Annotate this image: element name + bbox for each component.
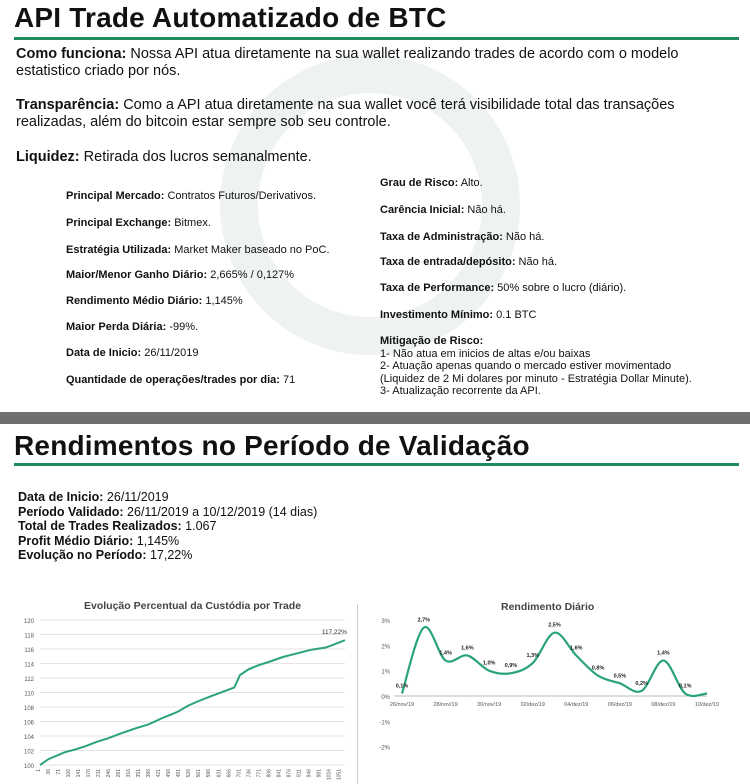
mitigacao-line: 2- Atuação apenas quando o mercado estiver movimentado	[380, 360, 672, 372]
data-label: 2,7%	[417, 617, 431, 624]
data-label: 0,9%	[504, 663, 518, 670]
x-tick-label: 141	[76, 769, 83, 778]
x-tick-label: 281	[116, 769, 123, 778]
x-tick-label: 841	[276, 769, 283, 778]
y-tick-label: 112	[24, 677, 34, 683]
x-tick-label: 596	[206, 769, 213, 778]
x-tick-label: 316	[126, 769, 133, 778]
y-tick-label: 120	[23, 619, 34, 625]
x-tick-label: 876	[286, 769, 293, 778]
validation-stats	[18, 490, 317, 563]
liquidez-label: Liquidez:	[16, 149, 80, 165]
data-label: 0,5%	[613, 673, 627, 680]
y-tick-label: 108	[23, 706, 34, 712]
data-label: 0,1%	[395, 683, 409, 690]
detail-data-inicio: Data de Inicio: 26/11/2019	[66, 347, 199, 359]
x-tick-label: 631	[216, 769, 223, 778]
x-tick-label: 806	[266, 769, 273, 778]
x-tick-label: 701	[236, 769, 243, 778]
x-tick-label: 106	[66, 769, 73, 778]
mitigacao-risco-block	[380, 335, 692, 398]
slide-rendimentos	[0, 424, 750, 783]
data-label: 1,0%	[482, 660, 496, 667]
title-underline	[14, 463, 739, 466]
detail-taxa-performance: Taxa de Performance: 50% sobre o lucro (diário).	[380, 282, 627, 294]
y-tick-label: 1%	[381, 669, 390, 676]
x-tick-label: 386	[146, 769, 153, 778]
data-label: 0,2%	[635, 680, 648, 687]
custodia-series-line	[40, 640, 345, 765]
x-tick-label: 771	[256, 769, 263, 778]
x-tick-label: 1	[36, 769, 42, 772]
final-value-label: 117,22%	[321, 629, 347, 637]
como-funciona-text: Nossa API atua diretamente na sua wallet realizando trades de acordo com o modelo estatistico criado por nós.	[16, 46, 679, 79]
y-tick-label: 0%	[381, 695, 390, 701]
chart-divider	[357, 604, 358, 784]
y-tick-label: -1%	[379, 720, 390, 727]
x-tick-label: 176	[86, 769, 93, 778]
x-tick-label: 456	[166, 769, 173, 778]
detail-carencia: Carência Inicial: Não há.	[380, 204, 506, 216]
title-underline	[14, 37, 739, 40]
slide2-title: Rendimentos no Período de Validação	[14, 430, 530, 461]
x-tick-label: 36	[46, 769, 53, 775]
transparencia-paragraph	[16, 97, 716, 131]
detail-principal-exchange: Principal Exchange: Bitmex.	[66, 217, 211, 229]
mitigacao-label: Mitigação de Risco:	[380, 335, 484, 347]
detail-maior-perda: Maior Perda Diária: -99%.	[66, 321, 199, 333]
y-tick-label: 114	[24, 662, 34, 669]
transparencia-label: Transparência:	[16, 97, 120, 113]
y-tick-label: 104	[23, 735, 34, 741]
x-tick-label: 26/nov/19	[389, 702, 415, 708]
data-label: 1,4%	[657, 650, 670, 657]
liquidez-text: Retirada dos lucros semanalmente.	[79, 149, 312, 165]
data-label: 0,1%	[678, 683, 692, 690]
x-tick-label: 946	[306, 769, 313, 778]
x-tick-label: 10/dez/19	[694, 702, 720, 708]
stat-periodo-validado: Período Validado: 26/11/2019 a 10/12/2019 (14 dias)	[18, 504, 318, 519]
detail-taxa-administracao: Taxa de Administração: Não há.	[380, 231, 545, 243]
y-tick-label: 106	[23, 720, 34, 727]
detail-quantidade-operacoes: Quantidade de operações/trades por dia: 71	[66, 374, 296, 386]
x-tick-label: 421	[156, 769, 163, 778]
y-tick-label: 118	[24, 633, 34, 640]
x-tick-label: 561	[196, 769, 203, 778]
x-tick-label: 06/dez/19	[607, 702, 632, 708]
x-tick-label: 1051	[336, 769, 343, 781]
x-tick-label: 211	[96, 769, 103, 777]
x-tick-label: 491	[176, 769, 183, 778]
stat-evolucao: Evolução no Período: 17,22%	[18, 548, 193, 562]
chart2-title: Rendimento Diário	[501, 601, 595, 613]
slide-separator	[0, 412, 750, 424]
x-tick-label: 71	[56, 769, 63, 775]
stat-profit-medio: Profit Médio Diário: 1,145%	[18, 533, 180, 548]
como-funciona-paragraph	[16, 46, 716, 80]
detail-rendimento-medio: Rendimento Médio Diário: 1,145%	[66, 295, 243, 307]
rendimento-series-line	[402, 627, 707, 696]
y-tick-label: 2%	[381, 644, 390, 651]
mitigacao-line: 3- Atualização recorrente da API.	[380, 385, 541, 397]
mitigacao-line: 1- Não atua em inicios de altas e/ou baixas	[380, 347, 591, 360]
x-tick-label: 246	[106, 769, 113, 778]
como-funciona-label: Como funciona:	[16, 46, 127, 62]
detail-taxa-entrada: Taxa de entrada/depósito: Não há.	[380, 256, 558, 268]
stat-total-trades: Total de Trades Realizados: 1.067	[18, 519, 217, 533]
y-tick-label: 116	[24, 648, 34, 654]
data-label: 1,3%	[526, 653, 539, 660]
y-tick-label: 110	[24, 691, 34, 698]
data-label: 1,6%	[570, 645, 583, 652]
detail-estrategia: Estratégia Utilizada: Market Maker baseado no PoC.	[66, 244, 330, 256]
x-tick-label: 1016	[326, 769, 333, 781]
x-tick-label: 351	[136, 769, 143, 778]
y-tick-label: -2%	[379, 745, 390, 752]
x-tick-label: 911	[296, 769, 303, 777]
custodia-line-chart	[0, 610, 355, 783]
detail-grau-risco: Grau de Risco: Alto.	[380, 177, 483, 189]
x-tick-label: 666	[226, 769, 233, 778]
detail-maior-menor-ganho: Maior/Menor Ganho Diário: 2,665% / 0,127%	[66, 269, 295, 281]
detail-investimento-minimo: Investimento Mínimo: 0.1 BTC	[380, 309, 537, 321]
x-tick-label: 526	[186, 769, 193, 778]
transparencia-text: Como a API atua diretamente na sua wallet você terá visibilidade total das transações realizadas, além do bitcoin estar sempre sob seu controle.	[16, 97, 675, 130]
x-tick-label: 28/nov/19	[433, 702, 458, 708]
y-tick-label: 3%	[381, 619, 390, 625]
data-label: 0,8%	[591, 665, 605, 672]
x-tick-label: 08/dez/19	[651, 702, 676, 708]
x-tick-label: 981	[316, 769, 323, 778]
slide1-title: API Trade Automatizado de BTC	[14, 2, 447, 33]
data-label: 2,5%	[548, 622, 561, 629]
liquidez-paragraph	[16, 149, 716, 166]
x-tick-label: 02/dez/19	[520, 702, 545, 708]
x-tick-label: 30/nov/19	[477, 702, 502, 708]
x-tick-label: 736	[246, 769, 253, 778]
rendimento-diario-chart	[362, 610, 750, 783]
mitigacao-line: (Liquidez de 2 Mi dolares por minuto - Estratégia Dollar Minute).	[380, 372, 692, 385]
y-tick-label: 100	[23, 764, 34, 770]
data-label: 1,6%	[461, 645, 474, 652]
data-label: 1,4%	[439, 650, 452, 657]
detail-principal-mercado: Principal Mercado: Contratos Futuros/Derivativos.	[66, 190, 317, 202]
chart1-title: Evolução Percentual da Custódia por Trade	[84, 600, 302, 612]
y-tick-label: 102	[23, 749, 34, 756]
x-tick-label: 04/dez/19	[564, 702, 589, 708]
stat-data-inicio: Data de Inicio: 26/11/2019	[18, 490, 169, 504]
